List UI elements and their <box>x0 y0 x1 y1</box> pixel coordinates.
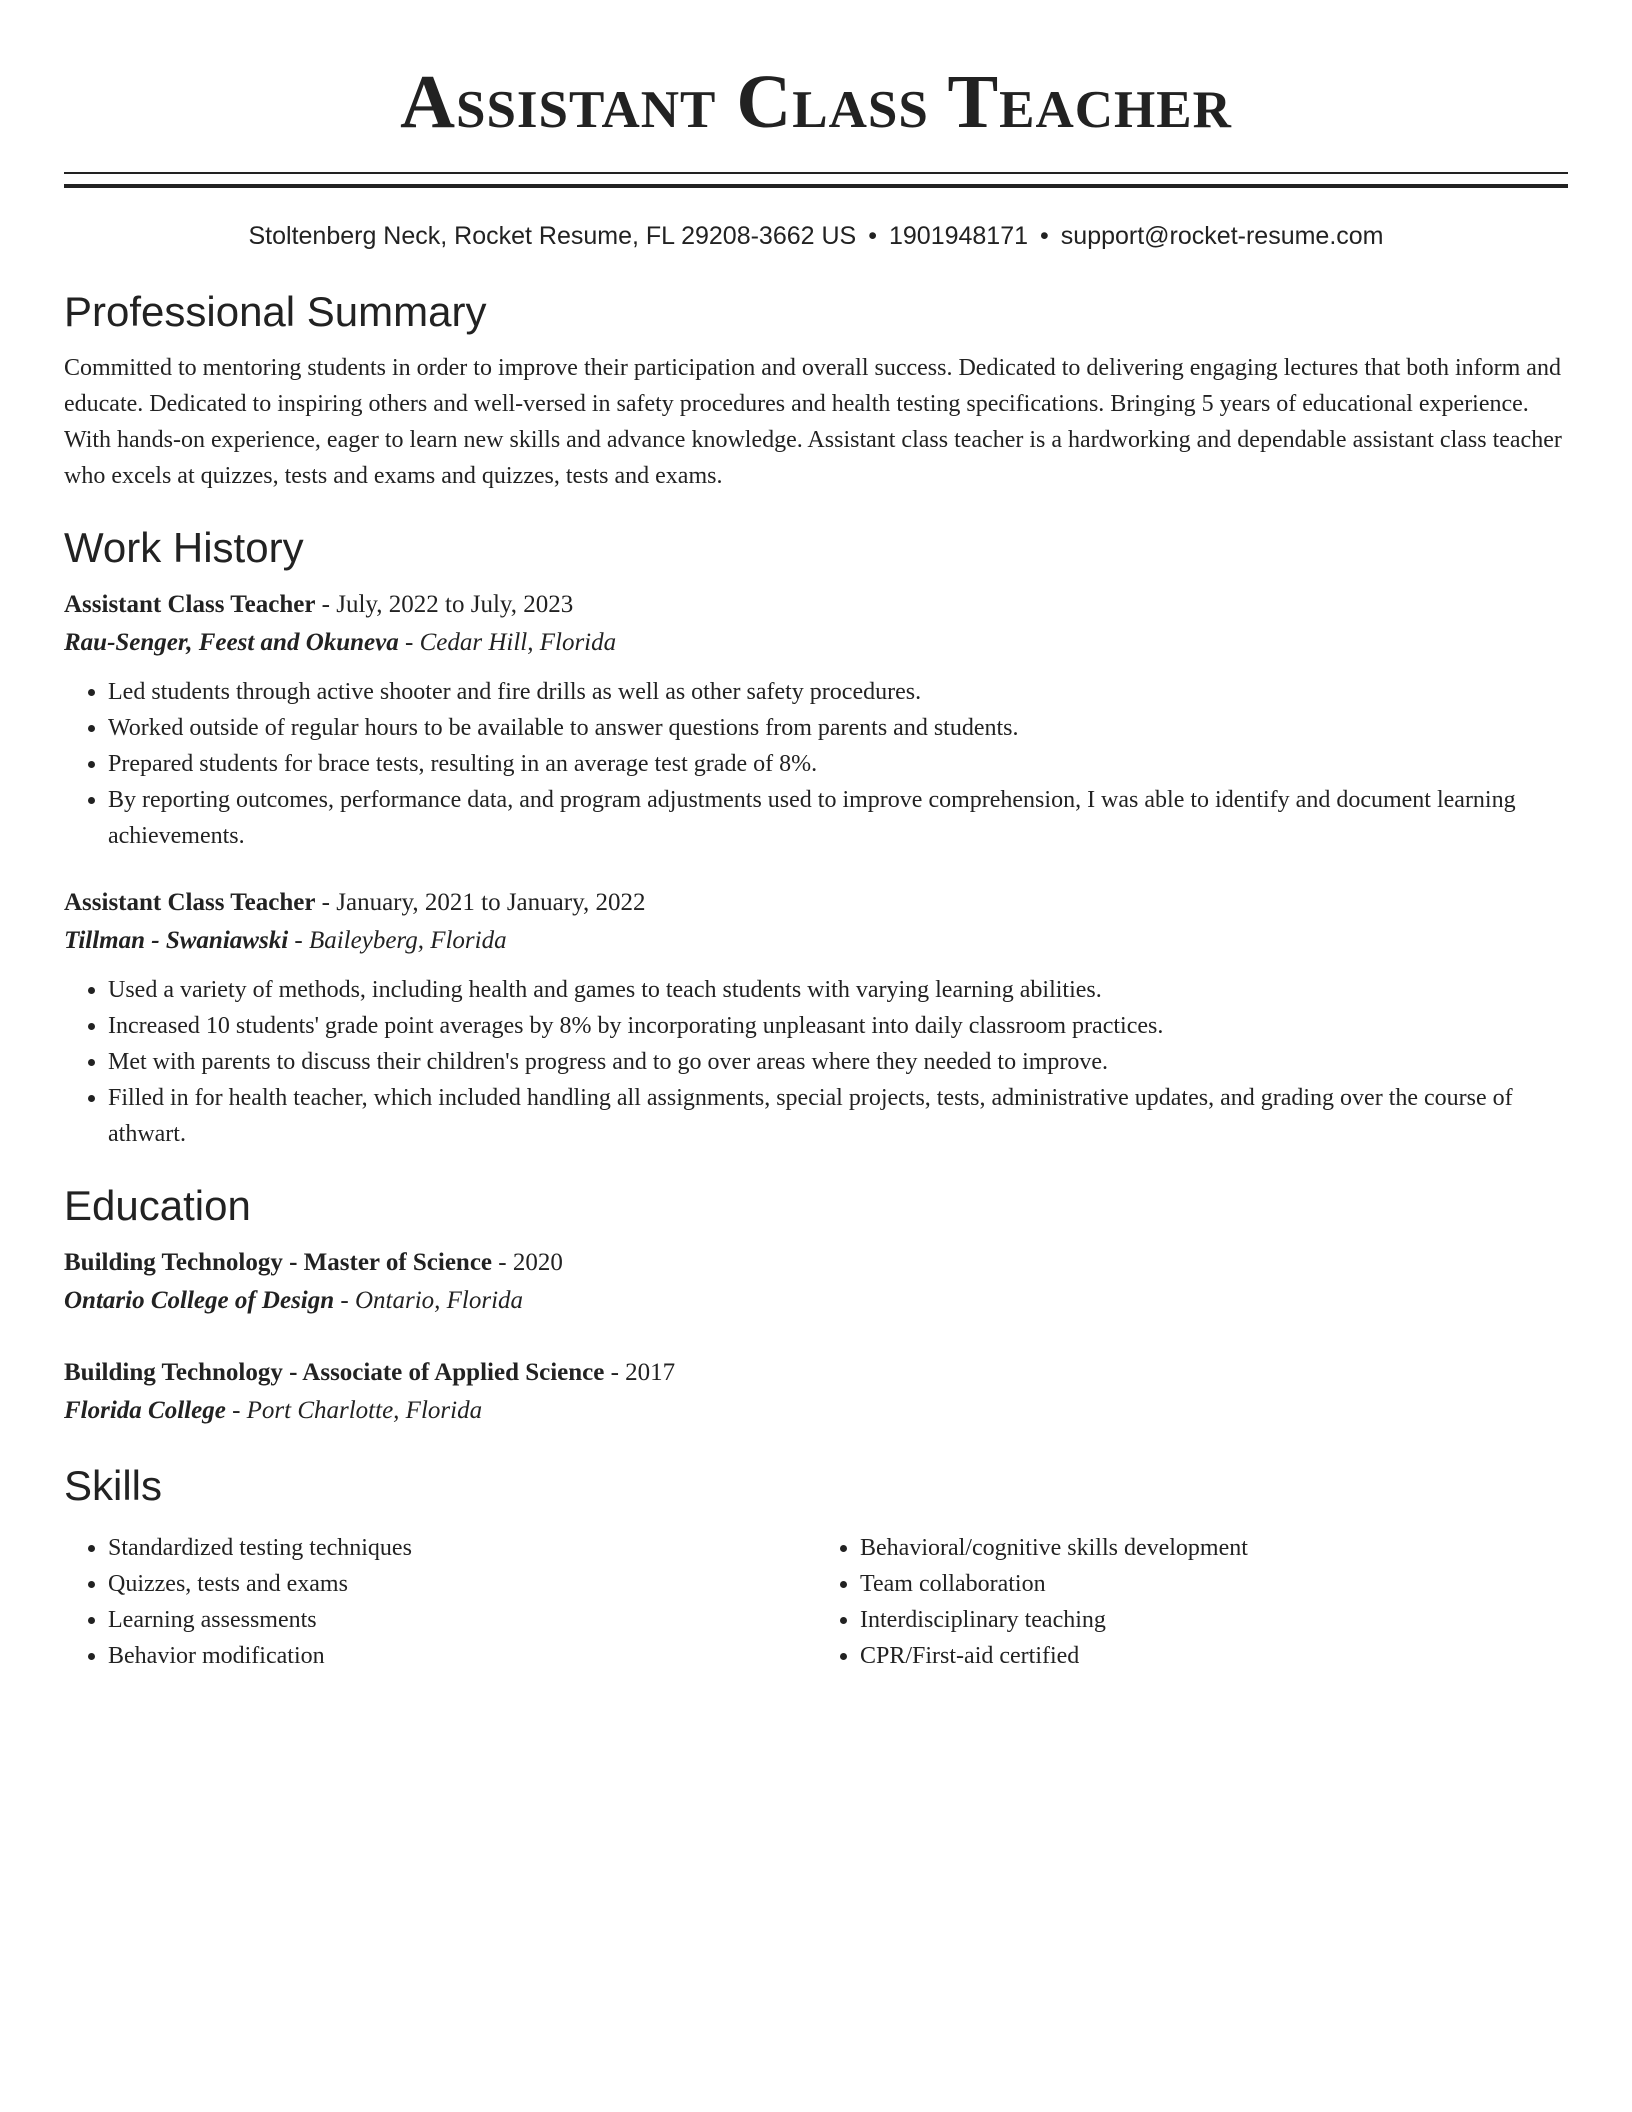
summary-heading: Professional Summary <box>64 288 487 335</box>
job-company: Tillman - Swaniawski <box>64 927 289 954</box>
job-bullets <box>64 972 1568 1152</box>
education-year: - 2020 <box>492 1249 563 1276</box>
contact-line <box>64 218 1568 254</box>
job-dates: - July, 2022 to July, 2023 <box>315 591 574 618</box>
skills-column-right <box>816 1530 1568 1674</box>
skill-item: • Quizzes, tests and exams <box>108 1566 816 1602</box>
education-school: Florida College <box>64 1397 226 1424</box>
education-school-line <box>64 1392 1568 1430</box>
skill-item: • Learning assessments <box>108 1602 816 1638</box>
job-bullet: • Increased 10 students' grade point averages by 8% by incorporating unpleasant into daily classroom practices. <box>108 1008 1568 1044</box>
job-entry <box>64 586 1568 854</box>
job-company-line <box>64 624 1568 662</box>
job-bullet: • Met with parents to discuss their children's progress and to go over areas where they needed to improve. <box>108 1044 1568 1080</box>
job-company: Rau-Senger, Feest and Okuneva <box>64 629 399 656</box>
education-location: - Ontario, Florida <box>334 1287 524 1314</box>
job-bullet: • Worked outside of regular hours to be available to answer questions from parents and students. <box>108 710 1568 746</box>
education-entry <box>64 1244 1568 1320</box>
resume-title: Assistant Class Teacher <box>400 60 1232 144</box>
job-bullet: • Filled in for health teacher, which included handling all assignments, special projects, tests, administrative updates, and grading over the course of athwart. <box>108 1080 1568 1152</box>
work-history-heading: Work History <box>64 524 304 571</box>
summary-text: Committed to mentoring students in order to improve their participation and overall success. Dedicated to delivering engaging lectures that both inform and educate. Dedicated to inspiring others and well-versed in safety procedures and health testing specifications. Bringing 5 years of educational experience. With hands-on experience, eager to learn new skills and advance knowledge. Assistant class teacher is a hardworking and dependable assistant class teacher who excels at quizzes, tests and exams and quizzes, tests and exams. <box>64 355 1562 489</box>
education-degree: Building Technology - Master of Science <box>64 1249 493 1276</box>
education-degree-line <box>64 1244 1568 1282</box>
job-location: - Cedar Hill, Florida <box>398 629 617 656</box>
skill-item: • Behavior modification <box>108 1638 816 1674</box>
job-bullets <box>64 674 1568 854</box>
skills-column-left <box>64 1530 816 1674</box>
skills-grid <box>64 1530 1568 1674</box>
job-role: Assistant Class Teacher <box>64 889 316 916</box>
contact-phone: 1901948171 <box>888 222 1029 250</box>
education-heading: Education <box>64 1182 251 1229</box>
skill-item: • CPR/First-aid certified <box>860 1638 1568 1674</box>
education-location: - Port Charlotte, Florida <box>225 1397 483 1424</box>
skill-item: • Interdisciplinary teaching <box>860 1602 1568 1638</box>
skill-item: • Standardized testing techniques <box>108 1530 816 1566</box>
title-divider <box>64 172 1568 188</box>
summary-section <box>64 286 1568 494</box>
education-school-line <box>64 1282 1568 1320</box>
skills-heading: Skills <box>64 1462 163 1509</box>
skills-section <box>64 1460 1568 1674</box>
job-title-line <box>64 884 1568 922</box>
work-history-section <box>64 522 1568 1152</box>
education-degree-line <box>64 1354 1568 1392</box>
job-company-line <box>64 922 1568 960</box>
skill-item: • Behavioral/cognitive skills development <box>860 1530 1568 1566</box>
education-year: - 2017 <box>604 1359 676 1386</box>
job-bullet: • Led students through active shooter and fire drills as well as other safety procedures. <box>108 674 1568 710</box>
job-location: - Baileyberg, Florida <box>288 927 507 954</box>
contact-separator: • <box>1040 222 1049 250</box>
education-section <box>64 1180 1568 1430</box>
job-entry <box>64 884 1568 1152</box>
skill-item: • Team collaboration <box>860 1566 1568 1602</box>
job-dates: - January, 2021 to January, 2022 <box>315 889 646 916</box>
job-bullet: • By reporting outcomes, performance data, and program adjustments used to improve comprehension, I was able to identify and document learning achievements. <box>108 782 1568 854</box>
education-entry <box>64 1354 1568 1430</box>
education-degree: Building Technology - Associate of Applied Science <box>64 1359 605 1386</box>
contact-email: support@rocket-resume.com <box>1060 222 1384 250</box>
contact-separator: • <box>868 222 877 250</box>
job-bullet: • Prepared students for brace tests, resulting in an average test grade of 8%. <box>108 746 1568 782</box>
contact-address: Stoltenberg Neck, Rocket Resume, FL 29208-3662 US <box>248 222 857 250</box>
job-bullet: • Used a variety of methods, including health and games to teach students with varying learning abilities. <box>108 972 1568 1008</box>
job-role: Assistant Class Teacher <box>64 591 316 618</box>
job-title-line <box>64 586 1568 624</box>
education-school: Ontario College of Design <box>64 1287 335 1314</box>
